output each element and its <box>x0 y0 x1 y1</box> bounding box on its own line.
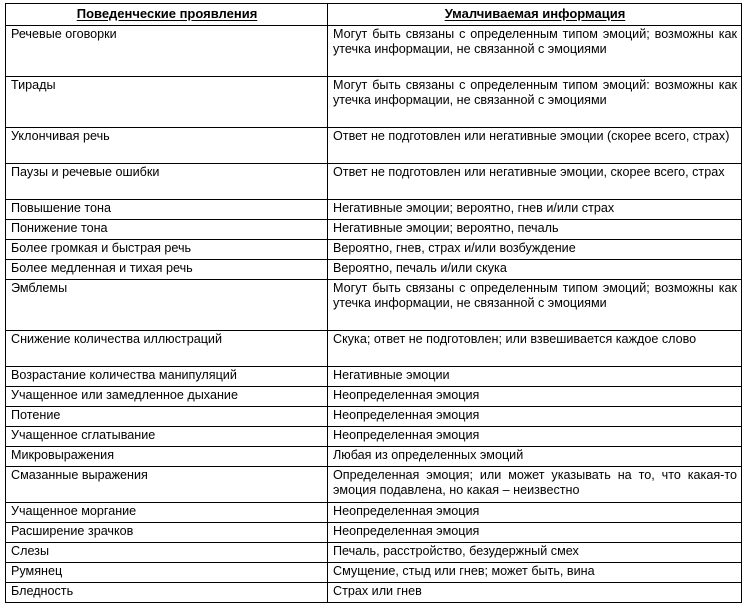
cell-behavior: Румянец <box>6 562 328 582</box>
cell-info: Могут быть связаны с определенным типом эмоций: возможны как утечка информации, не связанной с эмоциями <box>328 76 742 127</box>
cell-info: Негативные эмоции <box>328 366 742 386</box>
cell-behavior: Возрастание количества манипуляций <box>6 366 328 386</box>
table-row <box>6 466 742 502</box>
cell-behavior: Потение <box>6 406 328 426</box>
cell-behavior: Повышение тона <box>6 199 328 219</box>
column-header-behavior <box>6 4 328 26</box>
cell-behavior: Понижение тона <box>6 219 328 239</box>
cell-behavior: Слезы <box>6 542 328 562</box>
cell-behavior: Эмблемы <box>6 279 328 330</box>
table-row <box>6 542 742 562</box>
table-row <box>6 127 742 163</box>
cell-behavior: Более медленная и тихая речь <box>6 259 328 279</box>
cell-behavior: Микровыражения <box>6 446 328 466</box>
cell-info: Неопределенная эмоция <box>328 426 742 446</box>
cell-info: Неопределенная эмоция <box>328 386 742 406</box>
cell-info: Ответ не подготовлен или негативные эмоции, скорее всего, страх <box>328 163 742 199</box>
cell-behavior: Бледность <box>6 582 328 602</box>
cell-info: Могут быть связаны с определенным типом эмоций; возможны как утечка информации, не связанной с эмоциями <box>328 279 742 330</box>
cell-info: Неопределенная эмоция <box>328 502 742 522</box>
cell-info: Страх или гнев <box>328 582 742 602</box>
cell-info: Неопределенная эмоция <box>328 522 742 542</box>
cell-behavior: Тирады <box>6 76 328 127</box>
table-row <box>6 582 742 602</box>
table-row <box>6 199 742 219</box>
cell-info: Могут быть связаны с определенным типом эмоций; возможны как утечка информации, не связанной с эмоциями <box>328 25 742 76</box>
table-row <box>6 330 742 366</box>
table-row <box>6 502 742 522</box>
cell-behavior: Снижение количества иллюстраций <box>6 330 328 366</box>
table-row <box>6 522 742 542</box>
cell-behavior: Учащенное моргание <box>6 502 328 522</box>
table-row <box>6 259 742 279</box>
cell-behavior: Более громкая и быстрая речь <box>6 239 328 259</box>
table-row <box>6 562 742 582</box>
table-body <box>6 25 742 602</box>
cell-behavior: Уклончивая речь <box>6 127 328 163</box>
table-row <box>6 406 742 426</box>
cell-info: Печаль, расстройство, безудержный смех <box>328 542 742 562</box>
table-row <box>6 446 742 466</box>
table-row <box>6 386 742 406</box>
table-row <box>6 279 742 330</box>
table-row <box>6 76 742 127</box>
cell-behavior: Речевые оговорки <box>6 25 328 76</box>
cell-info: Негативные эмоции; вероятно, печаль <box>328 219 742 239</box>
cell-info: Негативные эмоции; вероятно, гнев и/или страх <box>328 199 742 219</box>
column-header-info-label: Умалчиваемая информация <box>444 6 626 21</box>
table-row <box>6 163 742 199</box>
cell-behavior: Учащенное или замедленное дыхание <box>6 386 328 406</box>
behavior-information-table <box>5 3 742 603</box>
cell-info: Вероятно, печаль и/или скука <box>328 259 742 279</box>
cell-info: Скука; ответ не подготовлен; или взвешивается каждое слово <box>328 330 742 366</box>
table-row <box>6 25 742 76</box>
table-row <box>6 426 742 446</box>
cell-info: Ответ не подготовлен или негативные эмоции (скорее всего, страх) <box>328 127 742 163</box>
cell-info: Любая из определенных эмоций <box>328 446 742 466</box>
table-row <box>6 239 742 259</box>
column-header-behavior-label: Поведенческие проявления <box>76 6 258 21</box>
table-row <box>6 366 742 386</box>
cell-info: Определенная эмоция; или может указывать на то, что какая-то эмоция подавлена, но какая – неизвестно <box>328 466 742 502</box>
cell-info: Вероятно, гнев, страх и/или возбуждение <box>328 239 742 259</box>
cell-info: Смущение, стыд или гнев; может быть, вина <box>328 562 742 582</box>
table-row <box>6 219 742 239</box>
table-header-row <box>6 4 742 26</box>
cell-info: Неопределенная эмоция <box>328 406 742 426</box>
cell-behavior: Паузы и речевые ошибки <box>6 163 328 199</box>
cell-behavior: Смазанные выражения <box>6 466 328 502</box>
cell-behavior: Учащенное сглатывание <box>6 426 328 446</box>
table-header <box>6 4 742 26</box>
column-header-info <box>328 4 742 26</box>
cell-behavior: Расширение зрачков <box>6 522 328 542</box>
